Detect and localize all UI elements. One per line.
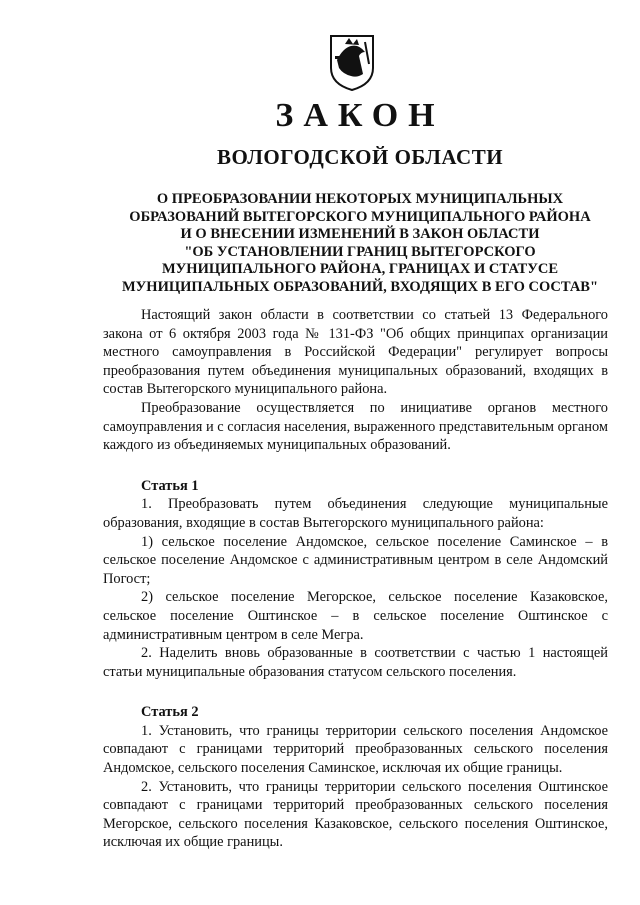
preamble-paragraph: Настоящий закон области в соответствии со статьей 13 Федерального закона от 6 октября 2003 года № 131-ФЗ "Об общих принципах организации местного самоуправления в Российской Федерации" регулирует вопросы преобразования путем объединения муниципальных образований, входящих в состав Вытегорского муниципального района.	[103, 307, 608, 398]
region-heading: ВОЛОГОДСКОЙ ОБЛАСТИ	[216, 145, 504, 169]
title-line: "ОБ УСТАНОВЛЕНИИ ГРАНИЦ ВЫТЕГОРСКОГО	[184, 243, 536, 260]
article-1-paragraph: 2) сельское поселение Мегорское, сельское поселение Казаковское, сельское поселение Оштинское – в сельское поселение Оштинское с административным центром в селе Мегра.	[103, 589, 608, 643]
preamble-paragraph: Преобразование осуществляется по инициативе органов местного самоуправления и с согласия населения, выраженного представительным органом каждого из объединяемых муниципальных образований.	[103, 399, 608, 454]
law-title	[100, 191, 620, 296]
article-2-paragraph: 1. Установить, что границы территории сельского поселения Андомское совпадают с границами территорий преобразованных сельского поселения Андомское, сельского поселения Саминское, исключая их общие границы.	[103, 722, 608, 777]
title-line: ОБРАЗОВАНИЙ ВЫТЕГОРСКОГО МУНИЦИПАЛЬНОГО РАЙОНА	[129, 208, 591, 225]
coat-of-arms-icon	[329, 34, 375, 92]
title-line: И О ВНЕСЕНИИ ИЗМЕНЕНИЙ В ЗАКОН ОБЛАСТИ	[180, 226, 540, 242]
article-1-paragraph: 1. Преобразовать путем объединения следующие муниципальные образования, входящие в состав Вытегорского муниципального района:	[103, 496, 608, 531]
article-1-paragraph: 1) сельское поселение Андомское, сельское поселение Саминское – в сельское поселение Андомское с административным центром в селе Андомский Погост;	[103, 533, 608, 587]
article-1-paragraph: 2. Наделить вновь образованные в соответствии с частью 1 настоящей статьи муниципальные образования статусом сельского поселения.	[103, 645, 608, 680]
title-line: МУНИЦИПАЛЬНОГО РАЙОНА, ГРАНИЦАХ И СТАТУСЕ	[161, 261, 559, 277]
article-1-heading: Статья 1	[141, 477, 199, 494]
article-2-paragraph: 2. Установить, что границы территории сельского поселения Оштинское совпадают с границами территорий преобразованных сельского поселения Мегорское, сельского поселения Казаковское, сельского поселения Оштинское, исключая их общие границы.	[103, 778, 608, 851]
law-word-heading: ЗАКОН	[275, 97, 445, 134]
title-line: МУНИЦИПАЛЬНЫХ ОБРАЗОВАНИЙ, ВХОДЯЩИХ В ЕГО СОСТАВ"	[121, 278, 599, 295]
title-line: О ПРЕОБРАЗОВАНИИ НЕКОТОРЫХ МУНИЦИПАЛЬНЫХ	[156, 191, 564, 207]
law-body	[103, 306, 608, 852]
article-2-heading: Статья 2	[141, 704, 199, 721]
